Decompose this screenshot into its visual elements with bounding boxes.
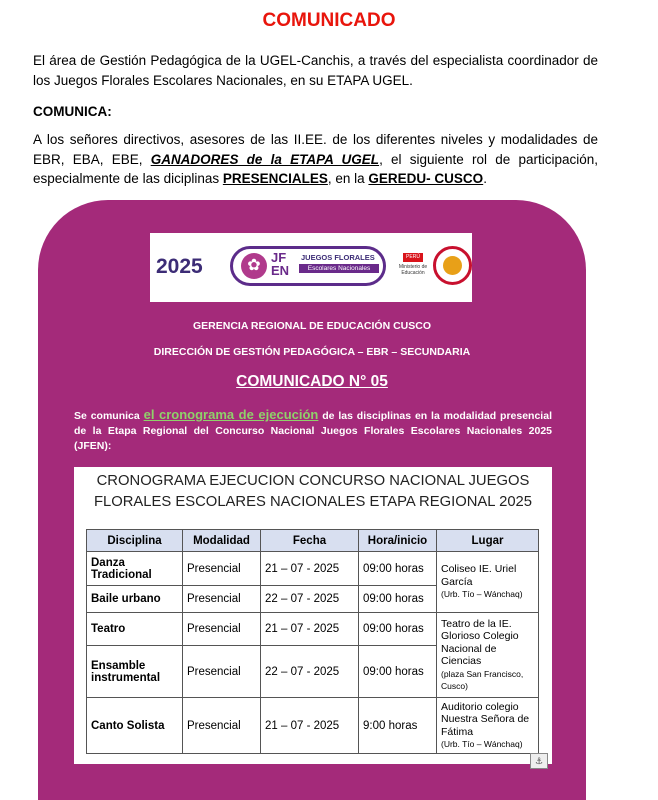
recipients-paragraph [33, 130, 598, 189]
lugar-cell [437, 613, 539, 698]
hora-cell: 09:00 horas [359, 613, 437, 646]
schedule-table [86, 529, 539, 754]
regional-seal-icon [433, 246, 472, 285]
disciplina-cell: Teatro [87, 613, 183, 646]
jfen-logo [230, 246, 386, 286]
table-row [87, 552, 539, 586]
schedule-highlight: el cronograma de ejecución [143, 407, 319, 422]
column-header: Hora/inicio [359, 530, 437, 552]
card-lead-text [74, 407, 552, 454]
disciplina-cell: Danza Tradicional [87, 552, 183, 586]
jfen-banner [150, 233, 472, 302]
column-header: Fecha [261, 530, 359, 552]
lugar-sub: (Urb. Tío – Wánchaq) [441, 739, 523, 749]
peru-flag-icon: PERÚ [403, 253, 423, 262]
flower-icon: ✿ [241, 253, 267, 279]
lugar-cell [437, 698, 539, 754]
embed-anchor-icon[interactable]: ⚓ [530, 753, 548, 769]
comunica-heading: COMUNICA: [33, 104, 112, 119]
modalidad-cell: Presencial [183, 613, 261, 646]
logo-line2: Escolares Nacionales [299, 264, 379, 273]
disciplina-cell: Canto Solista [87, 698, 183, 754]
lugar-sub: (plaza San Francisco, Cusco) [441, 668, 524, 691]
hora-cell: 9:00 horas [359, 698, 437, 754]
recipients-text-4: . [483, 171, 487, 186]
lugar-sub: (Urb. Tío – Wánchaq) [441, 589, 523, 600]
column-header: Disciplina [87, 530, 183, 552]
recipients-text-3: , en la [327, 171, 369, 186]
intro-paragraph: El área de Gestión Pedagógica de la UGEL-Canchis, a través del especialista coordinador de los Juegos Florales Escolares Nacionales, en su ETAPA UGEL. [33, 53, 598, 88]
modalidad-cell: Presencial [183, 586, 261, 613]
disciplina-cell: Baile urbano [87, 586, 183, 613]
column-header: Lugar [437, 530, 539, 552]
column-header: Modalidad [183, 530, 261, 552]
schedule-title: CRONOGRAMA EJECUCION CONCURSO NACIONAL JUEGOS FLORALES ESCOLARES NACIONALES ETAPA REGIONAL 2025 [93, 473, 533, 510]
hora-cell: 09:00 horas [359, 646, 437, 698]
lugar-cell [437, 552, 539, 613]
ministry-logo [396, 253, 430, 283]
direccion-heading: DIRECCIÓN DE GESTIÓN PEDAGÓGICA – EBR – SECUNDARIA [153, 346, 471, 358]
fecha-cell: 21 – 07 - 2025 [261, 613, 359, 646]
modalidad-cell: Presencial [183, 698, 261, 754]
gerencia-heading: GERENCIA REGIONAL DE EDUCACIÓN CUSCO [192, 320, 432, 332]
geredu-emphasis: GEREDU- CUSCO [368, 171, 484, 186]
lead-end: de las disciplinas en la modalidad presencial de la Etapa Regional del Concurso Nacional Juegos Florales Escolares Nacionales 2025 (JFEN): [74, 410, 552, 452]
comunicado-number: COMUNICADO N° 05 [236, 373, 388, 390]
modalidad-cell: Presencial [183, 552, 261, 586]
lead-start: Se comunica [74, 410, 144, 422]
hora-cell: 09:00 horas [359, 586, 437, 613]
presenciales-emphasis: PRESENCIALES [222, 171, 328, 186]
banner-year: 2025 [156, 255, 203, 278]
disciplina-cell: Ensamble instrumental [87, 646, 183, 698]
modalidad-cell: Presencial [183, 646, 261, 698]
recipients-text-2: , el siguiente rol de participación, especialmente de las diciplinas [33, 151, 598, 186]
table-header-row [87, 530, 539, 552]
fecha-cell: 21 – 07 - 2025 [261, 552, 359, 586]
recipients-text: A los señores directivos, asesores de las II.EE. de los diferentes niveles y modalidades de EBR, EBA, EBE, [33, 132, 598, 167]
lugar-main: Coliseo IE. Uriel García [441, 563, 517, 588]
lugar-main: Teatro de la IE. Glorioso Colegio Nacional de Ciencias [441, 617, 519, 667]
document-title: COMUNICADO [262, 10, 396, 31]
logo-en: EN [271, 263, 290, 278]
logo-line1: JUEGOS FLORALES [301, 253, 375, 262]
hora-cell: 09:00 horas [359, 552, 437, 586]
fecha-cell: 21 – 07 - 2025 [261, 698, 359, 754]
fecha-cell: 22 – 07 - 2025 [261, 586, 359, 613]
logo-jf: JF [271, 250, 287, 265]
fecha-cell: 22 – 07 - 2025 [261, 646, 359, 698]
winners-emphasis: GANADORES de la ETAPA UGEL [150, 151, 380, 167]
lugar-main: Auditorio colegio Nuestra Señora de Fátima [441, 700, 530, 738]
ministry-label: Ministerio de Educación [398, 264, 428, 276]
table-row [87, 613, 539, 646]
table-row [87, 698, 539, 754]
schedule-panel [74, 467, 552, 764]
